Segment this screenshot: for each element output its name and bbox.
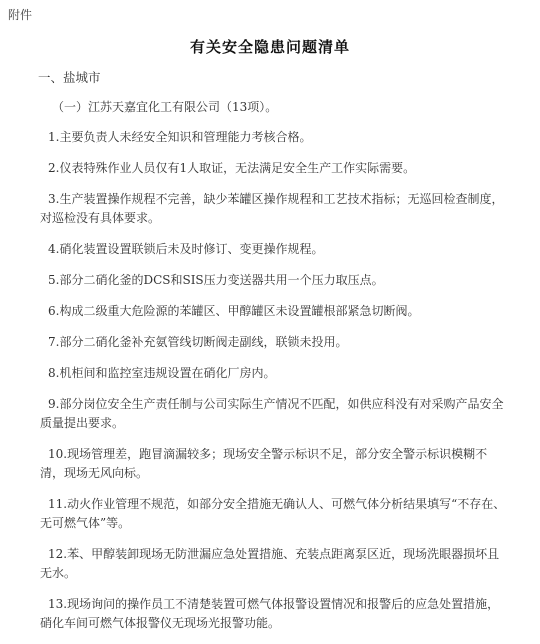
issue-item-2: 2.仪表特殊作业人员仅有1人取证，无法满足安全生产工作实际需要。 — [48, 161, 416, 175]
document-title: 有关安全隐患问题清单 — [189, 38, 350, 56]
issue-item-4: 4.硝化装置设置联锁后未及时修订、变更操作规程。 — [48, 242, 324, 256]
issue-item-11: 11.动火作业管理不规范，如部分安全措施无确认人、可燃气体分析结果填写“不存在、无可燃气体”等。 — [40, 497, 506, 530]
issue-item-5: 5.部分二硝化釜的DCS和SIS压力变送器共用一个压力取压点。 — [48, 273, 384, 287]
issue-item-8: 8.机柜间和监控室违规设置在硝化厂房内。 — [48, 366, 276, 380]
company-heading: （一）江苏天嘉宜化工有限公司（13项）。 — [52, 100, 278, 114]
section-heading: 一、盐城市 — [38, 70, 101, 85]
attachment-label: 附件 — [8, 8, 33, 22]
issue-item-9: 9.部分岗位安全生产责任制与公司实际生产情况不匹配，如供应科没有对采购产品安全质量提出要求。 — [40, 397, 504, 430]
issue-item-12: 12.苯、甲醇装卸现场无防泄漏应急处置措施、充装点距离泵区近，现场洗眼器损坏且无水。 — [40, 547, 500, 580]
issue-item-7: 7.部分二硝化釜补充氨管线切断阀走副线，联锁未投用。 — [48, 335, 348, 349]
issue-item-6: 6.构成二级重大危险源的苯罐区、甲醇罐区未设置罐根部紧急切断阀。 — [48, 304, 420, 318]
issue-item-1: 1.主要负责人未经安全知识和管理能力考核合格。 — [48, 130, 312, 144]
issue-list — [40, 128, 510, 644]
issue-item-3: 3.生产装置操作规程不完善，缺少苯罐区操作规程和工艺技术指标；无巡回检查制度，对巡检没有具体要求。 — [40, 192, 504, 225]
issue-item-13: 13.现场询问的操作员工不清楚装置可燃气体报警设置情况和报警后的应急处置措施，硝化车间可燃气体报警仪无现场光报警功能。 — [40, 597, 500, 630]
issue-item-10: 10.现场管理差，跑冒滴漏较多；现场安全警示标识不足，部分安全警示标识模糊不清，现场无风向标。 — [40, 447, 488, 480]
